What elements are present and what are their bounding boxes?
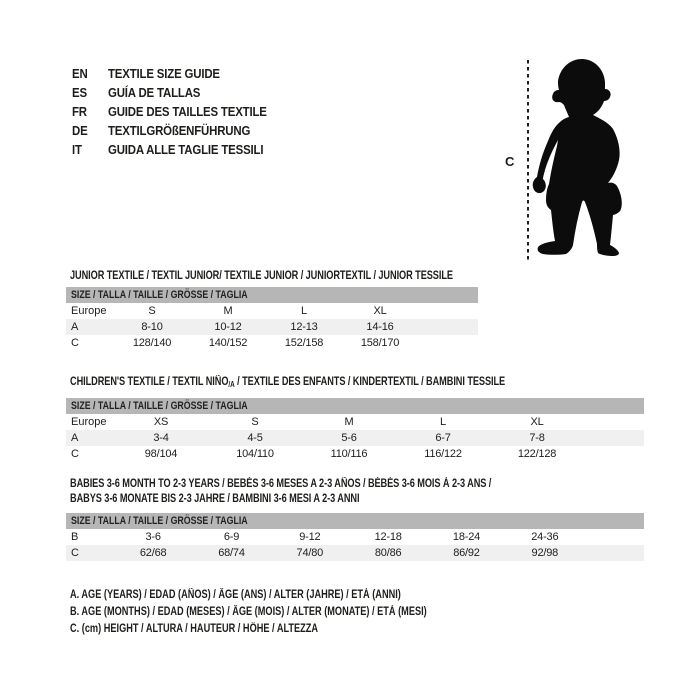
table-cell: 24-36 [531, 531, 559, 543]
language-code [72, 123, 108, 138]
table-row [66, 303, 478, 319]
language-row-fr [72, 102, 288, 121]
table-cell: XL [530, 416, 544, 428]
babies-table-rows [66, 529, 644, 561]
table-row [66, 545, 644, 561]
row-label: Europe [71, 305, 107, 317]
size-header-text: SIZE / TALLA / TAILLE / GRÖSSE / TAGLIA [71, 400, 248, 412]
junior-table-title [66, 269, 478, 284]
size-header-bar [66, 287, 478, 303]
size-header-bar [66, 398, 644, 414]
table-cell: XS [153, 416, 169, 428]
table-cell: 140/152 [208, 337, 248, 349]
note-age-years [70, 587, 516, 604]
table-cell: XL [373, 305, 387, 317]
table-cell: 6-9 [223, 531, 240, 543]
table-row [66, 529, 644, 545]
language-label: GUÍA DE TALLAS [108, 85, 201, 100]
toddler-figure [533, 59, 622, 256]
table-cell: 18-24 [452, 531, 481, 543]
table-cell: 12-18 [374, 531, 402, 543]
language-code [72, 142, 108, 157]
babies-table-title [66, 477, 644, 507]
table-row [66, 335, 478, 351]
table-cell: 7-8 [529, 432, 545, 444]
children-table-rows [66, 414, 644, 462]
language-code-text: EN [72, 66, 88, 81]
table-cell: M [344, 416, 354, 428]
row-label: A [71, 321, 79, 333]
language-label: GUIDE DES TAILLES TEXTILE [108, 104, 267, 119]
table-cell: 98/104 [144, 448, 178, 460]
measurement-notes [70, 587, 516, 638]
language-code-text: IT [72, 142, 82, 157]
table-cell: 86/92 [453, 547, 480, 559]
note-height-cm-text: C. (cm) HEIGHT / ALTURA / HAUTEUR / HÖHE / ALTEZZA [70, 623, 319, 635]
table-cell: 104/110 [236, 448, 274, 460]
table-cell: S [148, 305, 156, 317]
note-height-cm [70, 621, 516, 638]
table-cell: 122/128 [517, 448, 557, 460]
table-row [66, 319, 478, 335]
table-cell: S [251, 416, 259, 428]
language-code [72, 66, 108, 81]
language-list [72, 64, 288, 159]
size-header-text: SIZE / TALLA / TAILLE / GRÖSSE / TAGLIA [71, 289, 248, 301]
table-cell: 158/170 [360, 337, 400, 349]
note-age-years-text: A. AGE (YEARS) / EDAD (AÑOS) / ÂGE (ANS) / ALTER (JAHRE) / ETÀ (ANNI) [70, 589, 401, 601]
row-label: C [71, 448, 79, 460]
table-cell: 3-6 [145, 531, 161, 543]
language-row-en [72, 64, 288, 83]
language-label: GUIDA ALLE TAGLIE TESSILI [108, 142, 264, 157]
row-label: Europe [71, 416, 107, 428]
table-cell: 3-4 [153, 432, 169, 444]
language-row-it [72, 140, 288, 159]
table-cell: 8-10 [141, 321, 163, 333]
row-label: A [71, 432, 79, 444]
table-cell: 152/158 [284, 337, 324, 349]
table-cell: 80/86 [374, 547, 402, 559]
babies-title-line2: BABYS 3-6 MONATE BIS 2-3 JAHRE / BAMBINI 3-6 MESI A 2-3 ANNI [70, 493, 360, 505]
junior-table-title-text: JUNIOR TEXTILE / TEXTIL JUNIOR/ TEXTILE JUNIOR / JUNIORTEXTIL / JUNIOR TESSILE [70, 270, 453, 282]
language-label: TEXTILE SIZE GUIDE [108, 66, 220, 81]
table-cell: 74/80 [296, 547, 324, 559]
table-cell: 68/74 [218, 547, 245, 559]
table-cell: L [301, 305, 307, 317]
table-cell: 9-12 [299, 531, 321, 543]
table-cell: 62/68 [139, 547, 167, 559]
table-row [66, 430, 644, 446]
table-cell: 4-5 [247, 432, 263, 444]
table-cell: M [223, 305, 233, 317]
row-label: B [71, 531, 79, 543]
row-label: C [71, 547, 79, 559]
children-title-subscript: /A [228, 380, 235, 389]
table-cell: 12-13 [290, 321, 318, 333]
children-table-title [66, 375, 644, 392]
note-age-months [70, 604, 516, 621]
language-code [72, 104, 108, 119]
note-age-months-text: B. AGE (MONTHS) / EDAD (MESES) / ÂGE (MOIS) / ALTER (MONATE) / ETÀ (MESI) [70, 606, 427, 618]
junior-textile-table [66, 269, 478, 351]
table-cell: 6-7 [435, 432, 451, 444]
height-measure-label: C [505, 154, 515, 169]
table-cell: 128/140 [132, 337, 172, 349]
table-cell: L [440, 416, 446, 428]
table-cell: 14-16 [366, 321, 394, 333]
language-code-text: FR [72, 104, 87, 119]
language-code [72, 85, 108, 100]
table-cell: 92/98 [531, 547, 559, 559]
size-header-text: SIZE / TALLA / TAILLE / GRÖSSE / TAGLIA [71, 515, 248, 527]
size-header-bar [66, 513, 644, 529]
table-row [66, 446, 644, 462]
table-cell: 116/122 [424, 448, 462, 460]
children-title-suffix: / TEXTILE DES ENFANTS / KINDERTEXTIL / BAMBINI TESSILE [234, 376, 506, 388]
babies-title-line1: BABIES 3-6 MONTH TO 2-3 YEARS / BEBÉS 3-6 MESES A 2-3 AÑOS / BÉBÉS 3-6 MOIS À 2-3 ANS / [70, 478, 492, 490]
language-code-text: DE [72, 123, 88, 138]
babies-textile-table [66, 477, 644, 561]
children-table-title-text [70, 375, 505, 392]
children-title-prefix: CHILDREN'S TEXTILE / TEXTIL NIÑO [70, 376, 229, 388]
language-row-es [72, 83, 288, 102]
junior-table-rows [66, 303, 478, 351]
table-cell: 10-12 [214, 321, 242, 333]
table-cell: 5-6 [341, 432, 357, 444]
table-row [66, 414, 644, 430]
language-label: TEXTILGRÖßENFÜHRUNG [108, 123, 251, 138]
row-label: C [71, 337, 79, 349]
language-row-de [72, 121, 288, 140]
children-textile-table [66, 375, 644, 462]
toddler-silhouette-icon [502, 48, 652, 268]
table-cell: 110/116 [330, 448, 368, 460]
language-code-text: ES [72, 85, 87, 100]
